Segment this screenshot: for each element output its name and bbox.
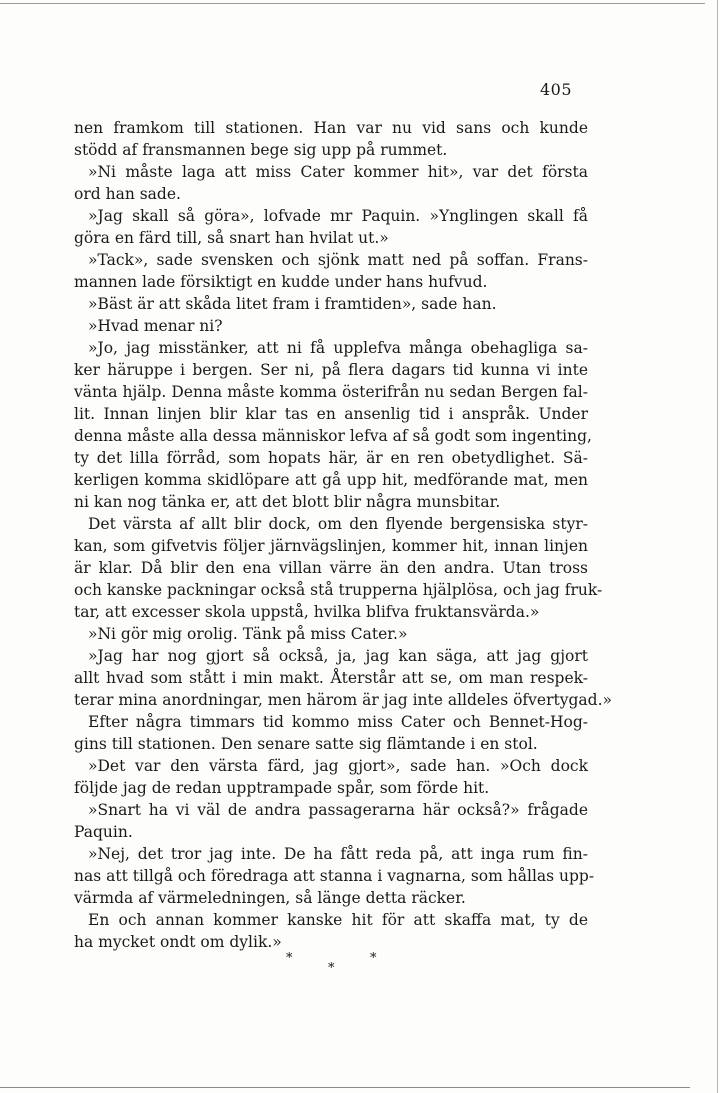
text-line: denna måste alla dessa människor lefva af så godt som ingenting, [74, 427, 592, 445]
text-line: »Jag har nog gjort så också, ja, jag kan säga, att jag gjort [88, 647, 588, 665]
text-line: »Ni måste laga att miss Cater kommer hit», var det första [88, 163, 588, 181]
text-line: Det värsta af allt blir dock, om den flyende bergensiska styr- [88, 515, 588, 533]
text-line: Paquin. [74, 823, 133, 841]
text-line: gins till stationen. Den senare satte sig flämtande i en stol. [74, 735, 538, 753]
text-line: stödd af fransmannen bege sig upp på rummet. [74, 141, 448, 159]
text-line: ord han sade. [74, 185, 181, 203]
text-line: »Tack», sade svensken och sjönk matt ned på soffan. Frans- [88, 251, 588, 269]
text-line: Efter några timmars tid kommo miss Cater och Bennet-Hog- [88, 713, 588, 731]
text-line: ty det lilla förråd, som hopats här, är en ren obetydlighet. Sä- [74, 449, 588, 467]
text-line: vänta hjälp. Denna måste komma österifrån nu sedan Bergen fal- [74, 383, 588, 401]
text-line: kan, som gifvetvis följer järnvägslinjen, kommer hit, innan linjen [74, 537, 588, 555]
text-line: nen framkom till stationen. Han var nu vid sans och kunde [74, 119, 588, 137]
text-line: följde jag de redan upptrampade spår, som förde hit. [74, 779, 490, 797]
body-text [74, 117, 612, 953]
text-line: är klar. Då blir den ena villan värre än den andra. Utan tross [74, 559, 588, 577]
text-line: En och annan kommer kanske hit för att skaffa mat, ty de [88, 911, 588, 929]
text-line: ni kan nog tänka er, att det blott blir några munsbitar. [74, 493, 501, 511]
text-line: »Jo, jag misstänker, att ni få upplefva många obehagliga sa- [88, 339, 588, 357]
right-scan-edge [717, 0, 718, 1093]
text-line: »Bäst är att skåda litet fram i framtiden», sade han. [88, 295, 497, 313]
text-line: ker häruppe i bergen. Ser ni, på flera dagars tid kunna vi inte [74, 361, 588, 379]
text-line: allt hvad som stått i min makt. Återstår att se, om man respek- [74, 669, 588, 687]
asterism-star: * [328, 961, 335, 976]
text-line: kerligen komma skidlöpare att gå upp hit, medförande mat, men [74, 471, 588, 489]
text-line: ha mycket ondt om dylik.» [74, 933, 282, 951]
text-line: »Hvad menar ni? [88, 317, 223, 335]
text-line: »Ni gör mig orolig. Tänk på miss Cater.» [88, 625, 408, 643]
text-line: nas att tillgå och föredraga att stanna i vagnarna, som hållas upp- [74, 867, 595, 885]
text-line: »Snart ha vi väl de andra passagerarna här också?» frågade [88, 801, 588, 819]
text-line: lit. Innan linjen blir klar tas en ansenlig tid i anspråk. Under [74, 405, 588, 423]
text-line: »Det var den värsta färd, jag gjort», sade han. »Och dock [88, 757, 588, 775]
asterism-star: * [370, 951, 377, 966]
top-scan-edge [0, 3, 705, 4]
text-line: göra en färd till, så snart han hvilat ut.» [74, 229, 389, 247]
text-line: tar, att excesser skola uppstå, hvilka blifva fruktansvärda.» [74, 603, 540, 621]
text-line: »Jag skall så göra», lofvade mr Paquin. »Ynglingen skall få [88, 207, 588, 225]
text-line: »Nej, det tror jag inte. De ha fått reda på, att inga rum fin- [88, 845, 588, 863]
text-line: terar mina anordningar, men härom är jag inte alldeles öfvertygad.» [74, 691, 612, 709]
text-line: och kanske packningar också stå trupperna hjälplösa, och jag fruk- [74, 581, 603, 599]
asterism-star: * [286, 951, 293, 966]
text-line: mannen lade försiktigt en kudde under hans hufvud. [74, 273, 488, 291]
page-number: 405 [540, 80, 573, 99]
text-line: värmda af värmeledningen, så länge detta räcker. [74, 889, 466, 907]
bottom-scan-edge [0, 1087, 690, 1088]
